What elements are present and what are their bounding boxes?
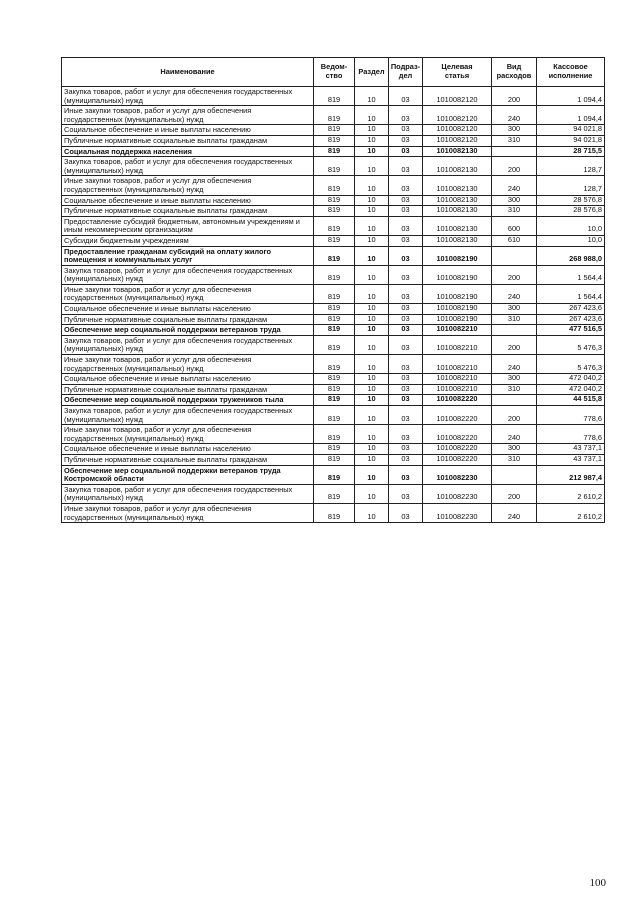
row-exec: 472 040,2: [537, 384, 605, 395]
table-row: [62, 355, 605, 374]
row-section: 10: [355, 304, 389, 315]
row-name: Публичные нормативные социальные выплаты гражданам: [62, 454, 314, 465]
row-type: 200: [492, 157, 537, 176]
row-target: 1010082120: [423, 87, 492, 106]
row-type: 240: [492, 106, 537, 125]
row-name: Социальное обеспечение и иные выплаты населению: [62, 125, 314, 136]
table-row: [62, 125, 605, 136]
row-name: Социальное обеспечение и иные выплаты населению: [62, 304, 314, 315]
row-dept: 819: [314, 87, 355, 106]
header-target: Целевая статья: [423, 58, 492, 87]
row-name: Публичные нормативные социальные выплаты гражданам: [62, 384, 314, 395]
row-dept: 819: [314, 135, 355, 146]
row-type: 310: [492, 384, 537, 395]
row-exec: 2 610,2: [537, 484, 605, 503]
row-subsection: 03: [389, 284, 423, 303]
header-type: Вид расходов: [492, 58, 537, 87]
row-target: 1010082130: [423, 146, 492, 157]
row-subsection: 03: [389, 125, 423, 136]
row-dept: 819: [314, 425, 355, 444]
row-type: [492, 395, 537, 406]
row-subsection: 03: [389, 406, 423, 425]
row-target: 1010082220: [423, 454, 492, 465]
row-type: [492, 246, 537, 265]
row-dept: 819: [314, 465, 355, 484]
row-dept: 819: [314, 444, 355, 455]
row-section: 10: [355, 284, 389, 303]
page-number: 100: [589, 877, 606, 889]
row-section: 10: [355, 235, 389, 246]
row-target: 1010082230: [423, 503, 492, 522]
row-section: 10: [355, 355, 389, 374]
row-target: 1010082130: [423, 195, 492, 206]
row-target: 1010082120: [423, 125, 492, 136]
table-row: [62, 484, 605, 503]
row-section: 10: [355, 384, 389, 395]
row-type: 310: [492, 135, 537, 146]
row-dept: 819: [314, 125, 355, 136]
row-type: 200: [492, 406, 537, 425]
row-section: 10: [355, 374, 389, 385]
row-target: 1010082220: [423, 425, 492, 444]
row-name: Иные закупки товаров, работ и услуг для обеспечения государственных (муниципальных) нужд: [62, 284, 314, 303]
row-subsection: 03: [389, 425, 423, 444]
row-exec: 10,0: [537, 235, 605, 246]
row-name: Иные закупки товаров, работ и услуг для обеспечения государственных (муниципальных) нужд: [62, 355, 314, 374]
table-row: [62, 335, 605, 354]
row-section: 10: [355, 135, 389, 146]
row-subsection: 03: [389, 157, 423, 176]
row-exec: 778,6: [537, 425, 605, 444]
row-target: 1010082210: [423, 325, 492, 336]
row-dept: 819: [314, 206, 355, 217]
table-row: [62, 216, 605, 235]
row-exec: 778,6: [537, 406, 605, 425]
header-section: Раздел: [355, 58, 389, 87]
row-section: 10: [355, 484, 389, 503]
table-row: [62, 425, 605, 444]
header-subsection: Подраз- дел: [389, 58, 423, 87]
table-row: [62, 135, 605, 146]
row-type: 240: [492, 503, 537, 522]
row-name: Закупка товаров, работ и услуг для обеспечения государственных (муниципальных) нужд: [62, 87, 314, 106]
table-row: [62, 235, 605, 246]
row-name: Публичные нормативные социальные выплаты гражданам: [62, 135, 314, 146]
row-dept: 819: [314, 395, 355, 406]
row-type: 200: [492, 484, 537, 503]
row-name: Социальное обеспечение и иные выплаты населению: [62, 444, 314, 455]
row-section: 10: [355, 206, 389, 217]
row-section: 10: [355, 195, 389, 206]
row-type: 610: [492, 235, 537, 246]
table-row: [62, 206, 605, 217]
row-dept: 819: [314, 265, 355, 284]
row-name: Субсидии бюджетным учреждениям: [62, 235, 314, 246]
row-target: 1010082230: [423, 465, 492, 484]
row-target: 1010082190: [423, 246, 492, 265]
row-section: 10: [355, 87, 389, 106]
table-row: [62, 284, 605, 303]
row-subsection: 03: [389, 325, 423, 336]
row-target: 1010082210: [423, 374, 492, 385]
row-section: 10: [355, 335, 389, 354]
table-row: [62, 454, 605, 465]
row-exec: 268 988,0: [537, 246, 605, 265]
row-type: [492, 325, 537, 336]
table-row: [62, 106, 605, 125]
row-exec: 212 987,4: [537, 465, 605, 484]
row-exec: 472 040,2: [537, 374, 605, 385]
row-name: Закупка товаров, работ и услуг для обеспечения государственных (муниципальных) нужд: [62, 335, 314, 354]
row-subsection: 03: [389, 314, 423, 325]
row-name: Социальное обеспечение и иные выплаты населению: [62, 195, 314, 206]
table-row: [62, 503, 605, 522]
row-dept: 819: [314, 235, 355, 246]
table-row: [62, 265, 605, 284]
row-exec: 267 423,6: [537, 314, 605, 325]
row-exec: 44 515,8: [537, 395, 605, 406]
table-row: [62, 157, 605, 176]
row-target: 1010082220: [423, 395, 492, 406]
row-name: Обеспечение мер социальной поддержки тружеников тыла: [62, 395, 314, 406]
row-subsection: 03: [389, 384, 423, 395]
table-header: [62, 58, 605, 87]
row-section: 10: [355, 406, 389, 425]
row-type: 600: [492, 216, 537, 235]
row-subsection: 03: [389, 246, 423, 265]
row-name: Иные закупки товаров, работ и услуг для обеспечения государственных (муниципальных) нужд: [62, 106, 314, 125]
row-exec: 28 715,5: [537, 146, 605, 157]
row-type: 200: [492, 265, 537, 284]
row-dept: 819: [314, 503, 355, 522]
row-dept: 819: [314, 146, 355, 157]
row-exec: 128,7: [537, 176, 605, 195]
row-subsection: 03: [389, 235, 423, 246]
table-row: [62, 314, 605, 325]
row-subsection: 03: [389, 374, 423, 385]
row-exec: 43 737,1: [537, 454, 605, 465]
row-section: 10: [355, 465, 389, 484]
row-type: 300: [492, 304, 537, 315]
row-exec: 128,7: [537, 157, 605, 176]
row-exec: 267 423,6: [537, 304, 605, 315]
row-section: 10: [355, 503, 389, 522]
row-subsection: 03: [389, 503, 423, 522]
row-section: 10: [355, 157, 389, 176]
row-name: Закупка товаров, работ и услуг для обеспечения государственных (муниципальных) нужд: [62, 484, 314, 503]
row-name: Иные закупки товаров, работ и услуг для обеспечения государственных (муниципальных) нужд: [62, 425, 314, 444]
row-subsection: 03: [389, 395, 423, 406]
row-target: 1010082210: [423, 335, 492, 354]
row-type: 300: [492, 444, 537, 455]
budget-execution-table: [61, 57, 605, 523]
row-type: [492, 465, 537, 484]
row-subsection: 03: [389, 87, 423, 106]
row-section: 10: [355, 325, 389, 336]
row-target: 1010082130: [423, 216, 492, 235]
row-target: 1010082190: [423, 265, 492, 284]
row-subsection: 03: [389, 454, 423, 465]
row-subsection: 03: [389, 195, 423, 206]
row-section: 10: [355, 425, 389, 444]
row-target: 1010082210: [423, 355, 492, 374]
row-name: Публичные нормативные социальные выплаты гражданам: [62, 314, 314, 325]
table-row: [62, 374, 605, 385]
row-target: 1010082220: [423, 444, 492, 455]
row-target: 1010082190: [423, 314, 492, 325]
row-dept: 819: [314, 484, 355, 503]
row-type: 300: [492, 125, 537, 136]
row-type: 310: [492, 206, 537, 217]
row-name: Публичные нормативные социальные выплаты гражданам: [62, 206, 314, 217]
row-dept: 819: [314, 157, 355, 176]
row-section: 10: [355, 146, 389, 157]
row-type: 240: [492, 284, 537, 303]
row-dept: 819: [314, 384, 355, 395]
row-subsection: 03: [389, 146, 423, 157]
table-body: [62, 87, 605, 523]
row-target: 1010082210: [423, 384, 492, 395]
row-dept: 819: [314, 406, 355, 425]
row-subsection: 03: [389, 484, 423, 503]
row-exec: 477 516,5: [537, 325, 605, 336]
row-subsection: 03: [389, 176, 423, 195]
row-target: 1010082130: [423, 206, 492, 217]
row-dept: 819: [314, 374, 355, 385]
row-section: 10: [355, 106, 389, 125]
row-type: 200: [492, 87, 537, 106]
row-dept: 819: [314, 454, 355, 465]
row-subsection: 03: [389, 444, 423, 455]
row-target: 1010082120: [423, 135, 492, 146]
table-row: [62, 395, 605, 406]
row-section: 10: [355, 314, 389, 325]
header-exec: Кассовое исполнение: [537, 58, 605, 87]
row-dept: 819: [314, 304, 355, 315]
row-name: Иные закупки товаров, работ и услуг для обеспечения государственных (муниципальных) нужд: [62, 176, 314, 195]
row-dept: 819: [314, 106, 355, 125]
row-dept: 819: [314, 216, 355, 235]
row-section: 10: [355, 216, 389, 235]
row-name: Обеспечение мер социальной поддержки ветеранов труда Костромской области: [62, 465, 314, 484]
row-target: 1010082190: [423, 304, 492, 315]
row-exec: 1 564,4: [537, 284, 605, 303]
header-row: [62, 58, 605, 87]
table-row: [62, 325, 605, 336]
row-subsection: 03: [389, 355, 423, 374]
row-type: 300: [492, 374, 537, 385]
row-target: 1010082220: [423, 406, 492, 425]
row-name: Иные закупки товаров, работ и услуг для обеспечения государственных (муниципальных) нужд: [62, 503, 314, 522]
row-section: 10: [355, 444, 389, 455]
row-dept: 819: [314, 176, 355, 195]
row-dept: 819: [314, 284, 355, 303]
table-row: [62, 465, 605, 484]
row-subsection: 03: [389, 135, 423, 146]
row-dept: 819: [314, 335, 355, 354]
row-type: 300: [492, 195, 537, 206]
row-section: 10: [355, 125, 389, 136]
row-exec: 94 021,8: [537, 135, 605, 146]
table-row: [62, 176, 605, 195]
table-row: [62, 146, 605, 157]
row-subsection: 03: [389, 265, 423, 284]
row-type: 200: [492, 335, 537, 354]
row-name: Социальное обеспечение и иные выплаты населению: [62, 374, 314, 385]
header-dept: Ведом- ство: [314, 58, 355, 87]
row-exec: 94 021,8: [537, 125, 605, 136]
header-name: Наименование: [62, 58, 314, 87]
row-name: Социальная поддержка населения: [62, 146, 314, 157]
row-type: 240: [492, 355, 537, 374]
row-dept: 819: [314, 314, 355, 325]
table-row: [62, 195, 605, 206]
row-subsection: 03: [389, 216, 423, 235]
row-target: 1010082130: [423, 235, 492, 246]
row-section: 10: [355, 176, 389, 195]
table-row: [62, 444, 605, 455]
row-target: 1010082120: [423, 106, 492, 125]
row-type: 240: [492, 176, 537, 195]
row-section: 10: [355, 395, 389, 406]
row-exec: 2 610,2: [537, 503, 605, 522]
row-exec: 5 476,3: [537, 355, 605, 374]
row-exec: 28 576,8: [537, 195, 605, 206]
row-exec: 1 094,4: [537, 106, 605, 125]
row-name: Предоставление гражданам субсидий на оплату жилого помещения и коммунальных услуг: [62, 246, 314, 265]
row-exec: 28 576,8: [537, 206, 605, 217]
row-type: 240: [492, 425, 537, 444]
row-dept: 819: [314, 355, 355, 374]
row-target: 1010082130: [423, 157, 492, 176]
row-exec: 10,0: [537, 216, 605, 235]
row-subsection: 03: [389, 465, 423, 484]
table-row: [62, 87, 605, 106]
row-type: [492, 146, 537, 157]
row-target: 1010082230: [423, 484, 492, 503]
row-section: 10: [355, 454, 389, 465]
row-name: Закупка товаров, работ и услуг для обеспечения государственных (муниципальных) нужд: [62, 157, 314, 176]
row-subsection: 03: [389, 335, 423, 354]
table-row: [62, 384, 605, 395]
row-dept: 819: [314, 195, 355, 206]
row-exec: 43 737,1: [537, 444, 605, 455]
row-name: Обеспечение мер социальной поддержки ветеранов труда: [62, 325, 314, 336]
row-exec: 5 476,3: [537, 335, 605, 354]
row-exec: 1 564,4: [537, 265, 605, 284]
row-dept: 819: [314, 325, 355, 336]
row-section: 10: [355, 265, 389, 284]
row-target: 1010082190: [423, 284, 492, 303]
table-row: [62, 406, 605, 425]
row-name: Закупка товаров, работ и услуг для обеспечения государственных (муниципальных) нужд: [62, 406, 314, 425]
row-name: Предоставление субсидий бюджетным, автономным учреждениям и иным некоммерческим организациям: [62, 216, 314, 235]
row-type: 310: [492, 454, 537, 465]
row-name: Закупка товаров, работ и услуг для обеспечения государственных (муниципальных) нужд: [62, 265, 314, 284]
row-subsection: 03: [389, 106, 423, 125]
row-target: 1010082130: [423, 176, 492, 195]
table-row: [62, 304, 605, 315]
row-subsection: 03: [389, 206, 423, 217]
row-type: 310: [492, 314, 537, 325]
row-section: 10: [355, 246, 389, 265]
row-exec: 1 094,4: [537, 87, 605, 106]
row-dept: 819: [314, 246, 355, 265]
table-row: [62, 246, 605, 265]
row-subsection: 03: [389, 304, 423, 315]
